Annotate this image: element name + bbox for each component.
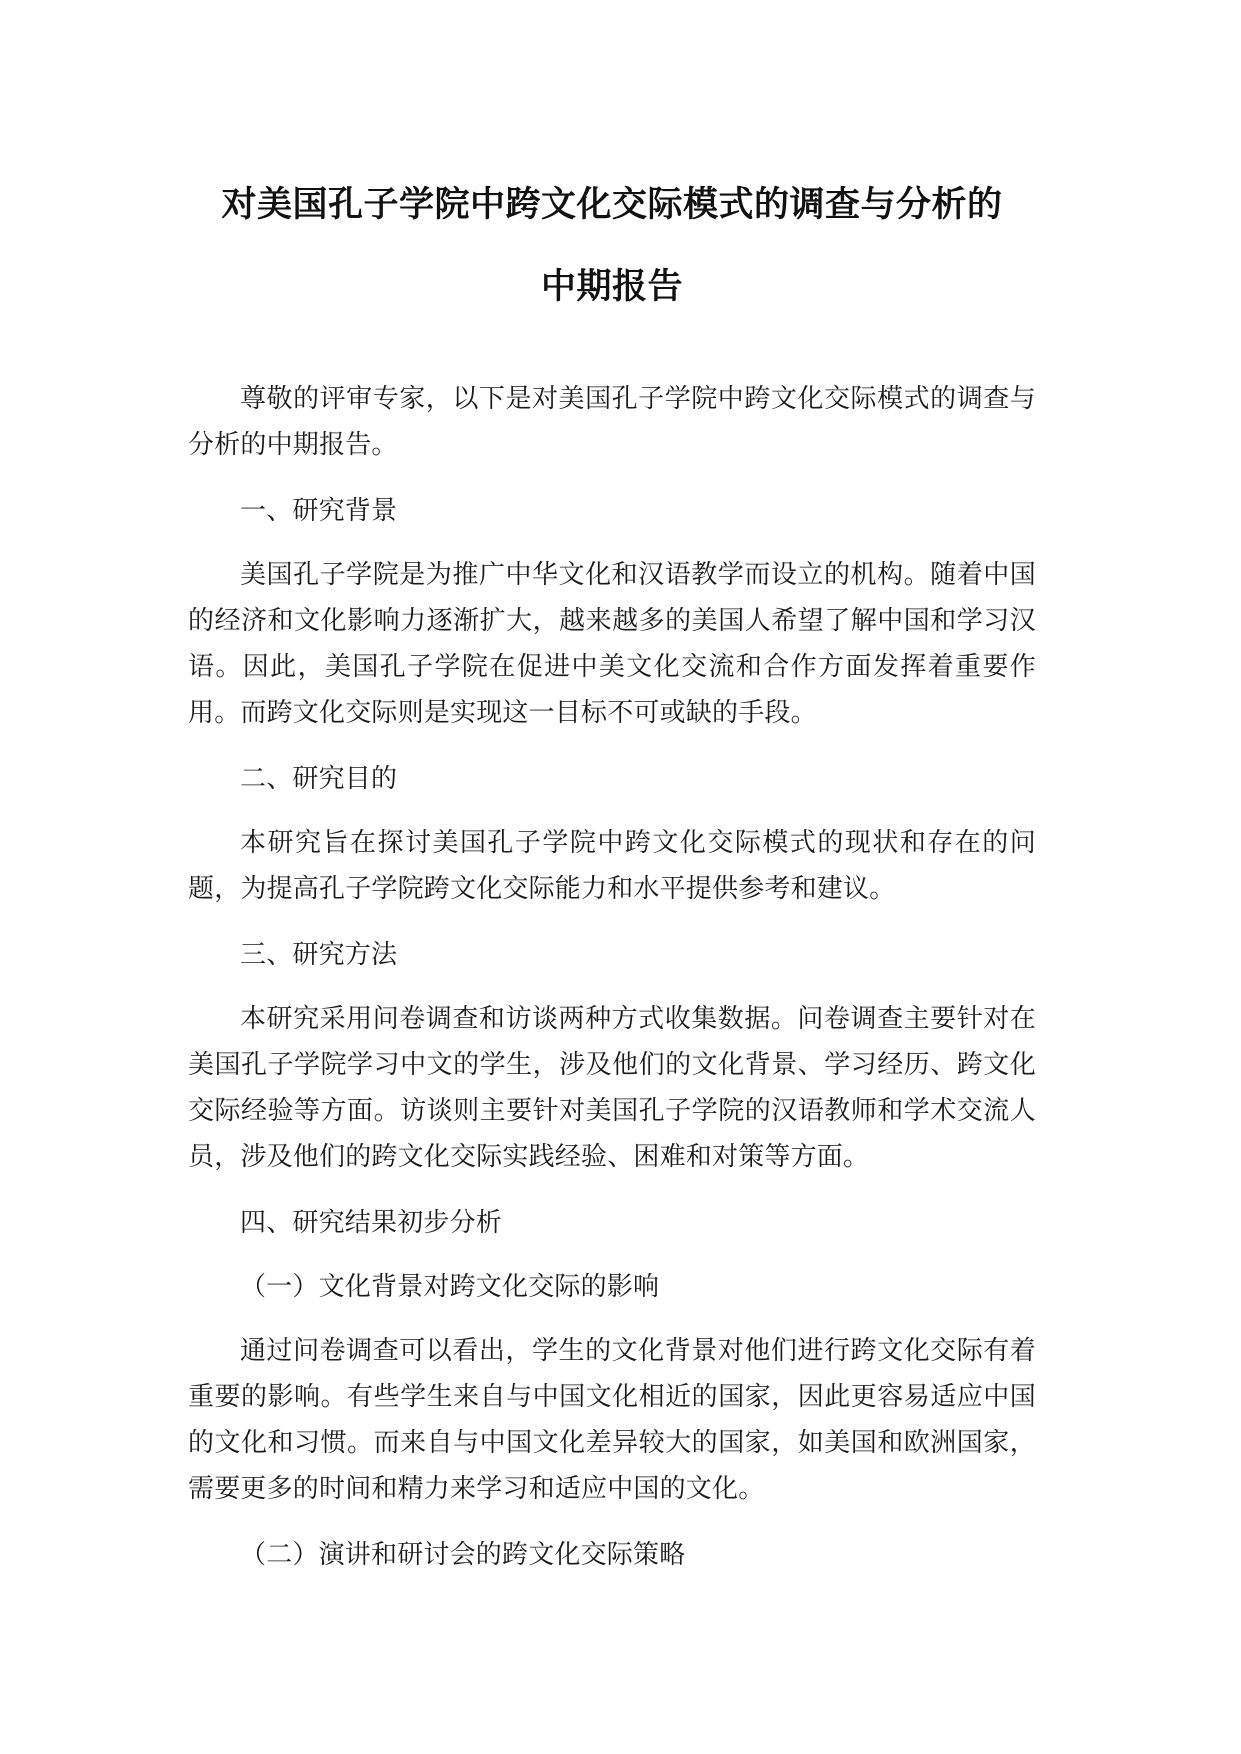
section-heading-background: 一、研究背景 <box>240 496 398 526</box>
purpose-paragraph: 本研究旨在探讨美国孔子学院中跨文化交际模式的现状和存在的问题，为提高孔子学院跨文化交际能力和水平提供参考和建议。 <box>188 828 1036 904</box>
subsection-heading-cultural-background: （一）文化背景对跨文化交际的影响 <box>240 1272 660 1302</box>
section-heading-results: 四、研究结果初步分析 <box>240 1208 503 1238</box>
document-title-line-2: 中期报告 <box>540 267 683 307</box>
section-heading-method: 三、研究方法 <box>240 940 398 970</box>
intro-paragraph: 尊敬的评审专家，以下是对美国孔子学院中跨文化交际模式的调查与分析的中期报告。 <box>188 384 1036 460</box>
subsection-heading-speech-seminar: （二）演讲和研讨会的跨文化交际策略 <box>240 1540 686 1570</box>
cultural-background-paragraph: 通过问卷调查可以看出，学生的文化背景对他们进行跨文化交际有着重要的影响。有些学生来自与中国文化相近的国家，因此更容易适应中国的文化和习惯。而来自与中国文化差异较大的国家，如美国和欧洲国家，需要更多的时间和精力来学习和适应中国的文化。 <box>188 1336 1036 1504</box>
document-body <box>188 376 1036 1578</box>
background-paragraph: 美国孔子学院是为推广中华文化和汉语教学而设立的机构。随着中国的经济和文化影响力逐渐扩大，越来越多的美国人希望了解中国和学习汉语。因此，美国孔子学院在促进中美文化交流和合作方面发挥着重要作用。而跨文化交际则是实现这一目标不可或缺的手段。 <box>188 560 1036 728</box>
method-paragraph: 本研究采用问卷调查和访谈两种方式收集数据。问卷调查主要针对在美国孔子学院学习中文的学生，涉及他们的文化背景、学习经历、跨文化交际经验等方面。访谈则主要针对美国孔子学院的汉语教师和学术交流人员，涉及他们的跨文化交际实践经验、困难和对策等方面。 <box>188 1004 1036 1172</box>
document-title-line-1: 对美国孔子学院中跨文化交际模式的调查与分析的 <box>221 185 1003 225</box>
section-heading-purpose: 二、研究目的 <box>240 764 398 794</box>
